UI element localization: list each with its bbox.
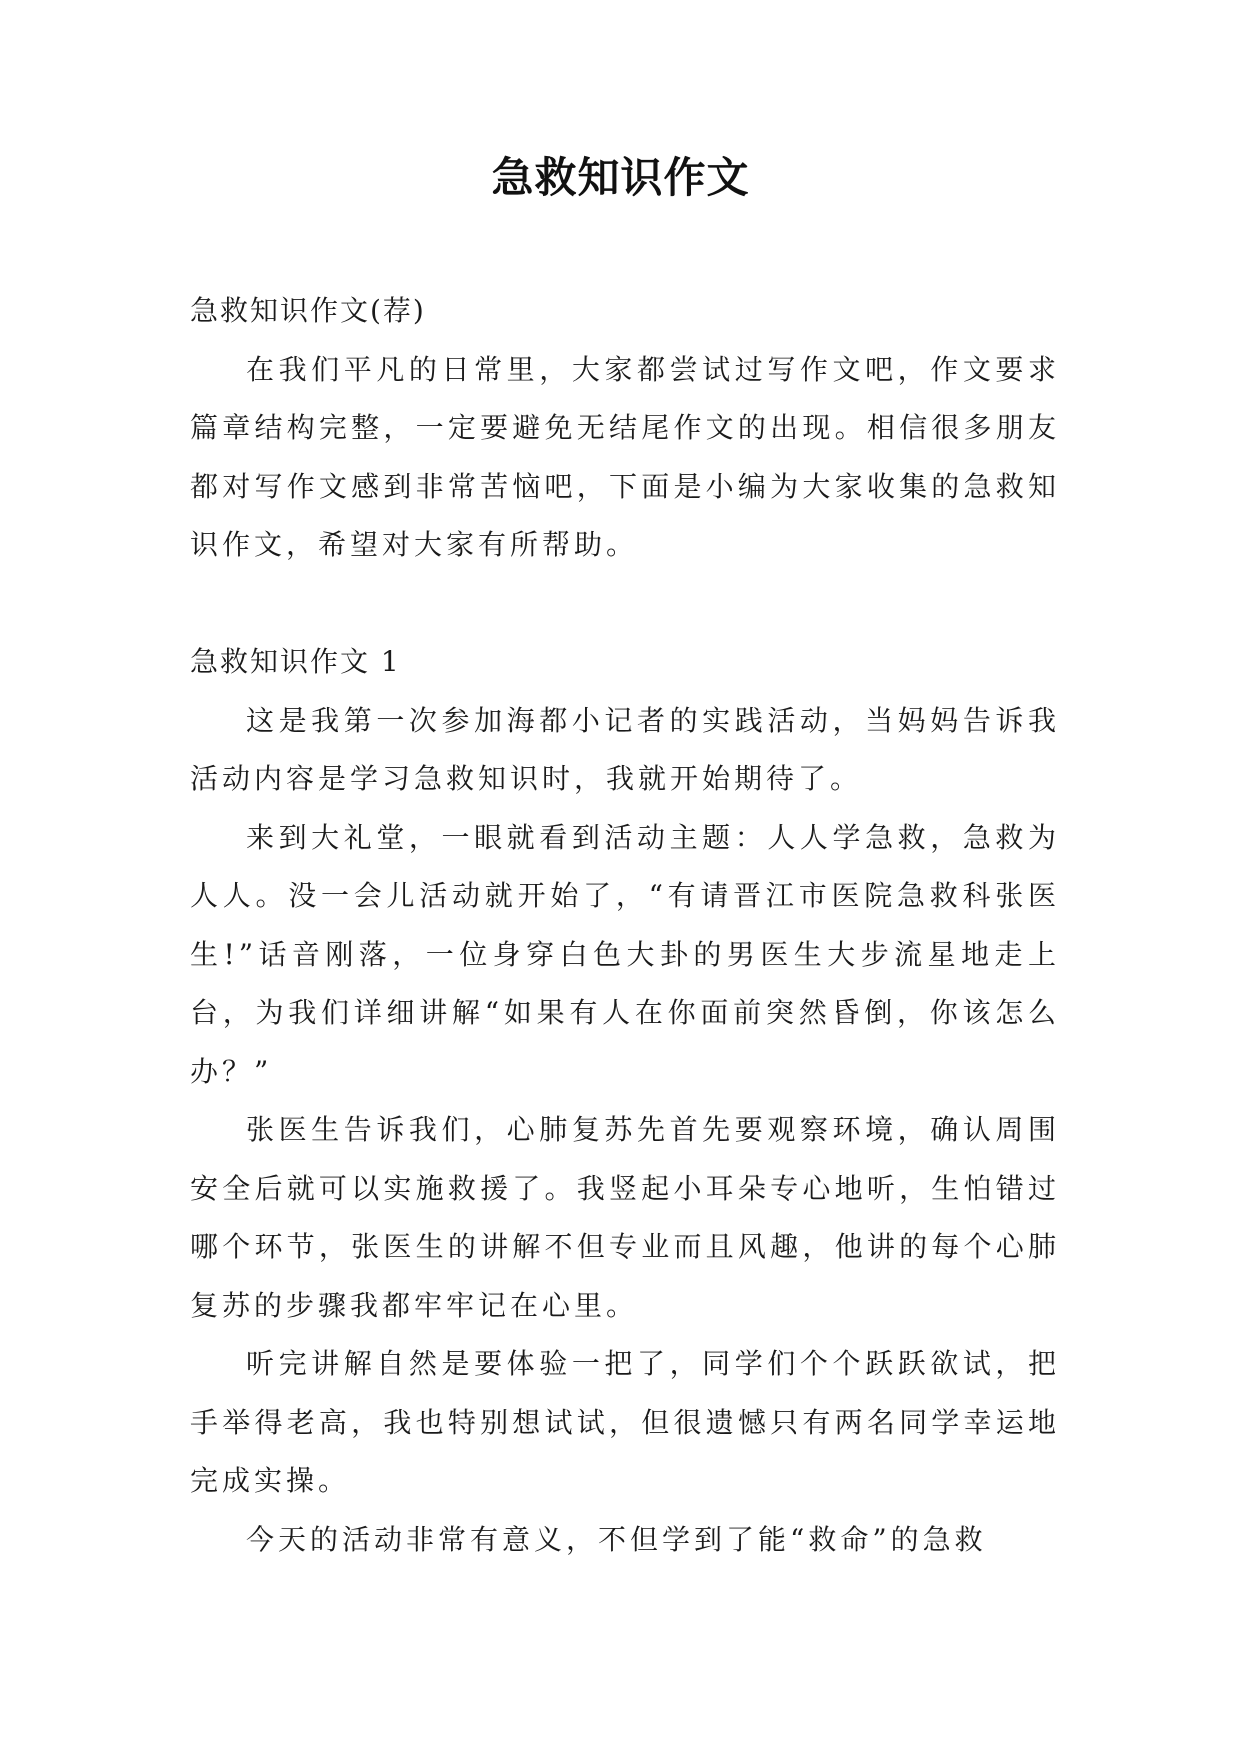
intro-paragraph: 在我们平凡的日常里，大家都尝试过写作文吧，作文要求篇章结构完整，一定要避免无结尾作文的出现。相信很多朋友都对写作文感到非常苦恼吧，下面是小编为大家收集的急救知识作文，希望对大家有所帮助。: [190, 352, 1060, 561]
document-body: [190, 282, 1060, 1569]
intro-heading: 急救知识作文(荐): [190, 294, 426, 327]
section-spacer: [190, 575, 1060, 634]
document-title: 急救知识作文: [491, 153, 750, 202]
section-heading: 急救知识作文 1: [190, 645, 401, 678]
section-paragraph: 张医生告诉我们，心肺复苏先首先要观察环境，确认周围安全后就可以实施救援了。我竖起小耳朵专心地听，生怕错过哪个环节，张医生的讲解不但专业而且风趣，他讲的每个心肺复苏的步骤我都牢牢记在心里。: [190, 1113, 1060, 1322]
section-paragraph: 听完讲解自然是要体验一把了，同学们个个跃跃欲试，把手举得老高，我也特别想试试，但很遗憾只有两名同学幸运地完成实操。: [190, 1347, 1060, 1497]
section-paragraph: 今天的活动非常有意义，不但学到了能“救命”的急救: [246, 1522, 987, 1556]
section-paragraph: 这是我第一次参加海都小记者的实践活动，当妈妈告诉我活动内容是学习急救知识时，我就开始期待了。: [190, 703, 1060, 795]
section-paragraph: 来到大礼堂，一眼就看到活动主题：人人学急救，急救为人人。没一会儿活动就开始了，“有请晋江市医院急救科张医生!”话音刚落，一位身穿白色大卦的男医生大步流星地走上台，为我们详细讲解“如果有人在你面前突然昏倒，你该怎么办？”: [190, 820, 1060, 1088]
